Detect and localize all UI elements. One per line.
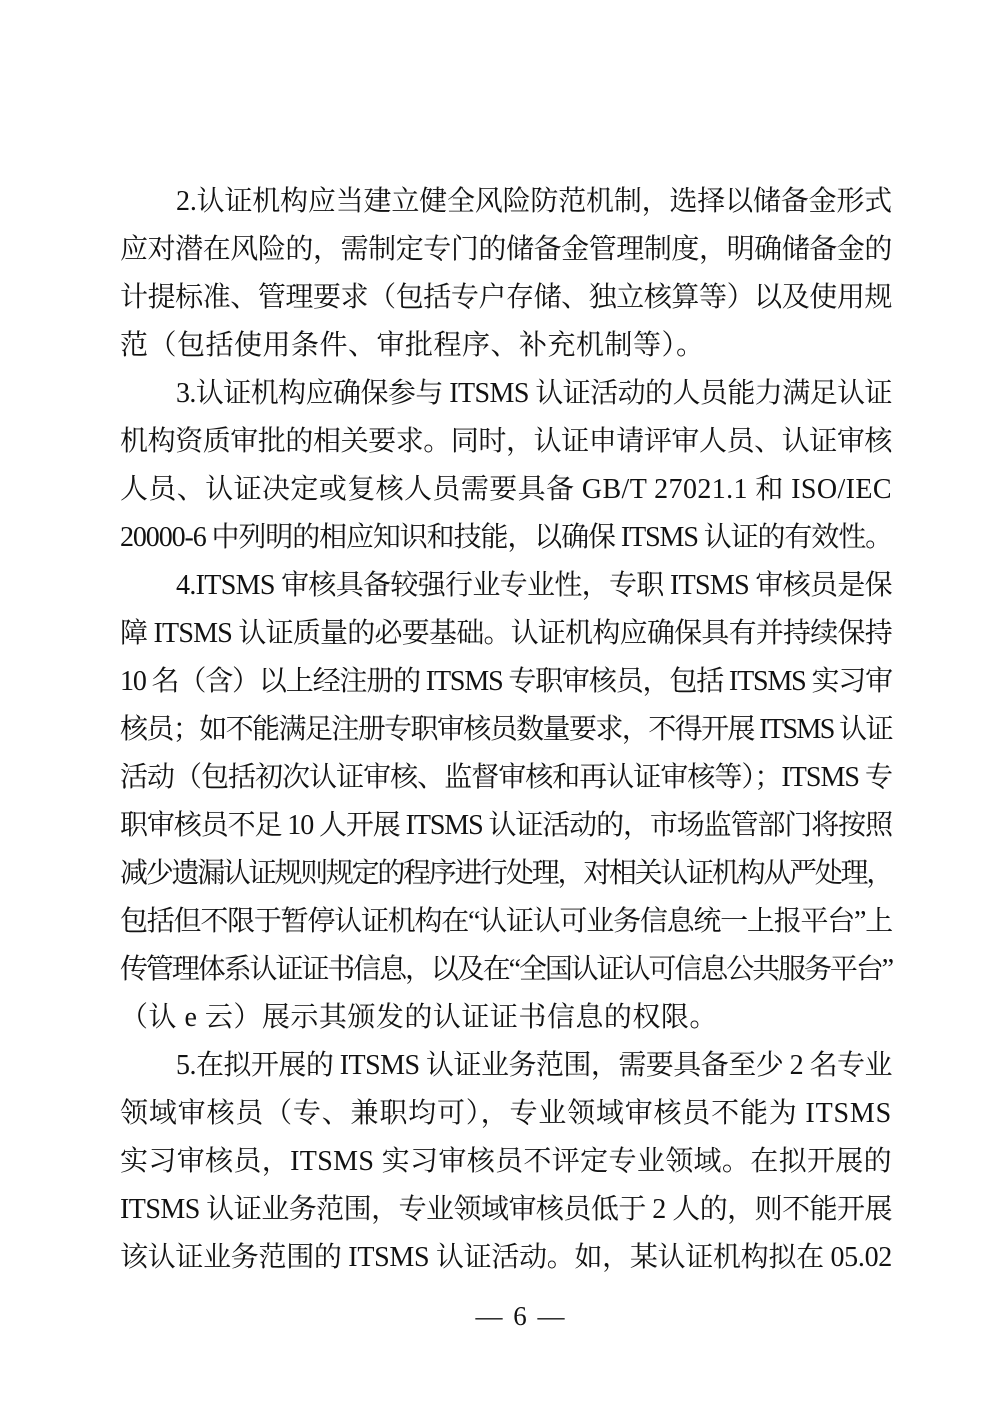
line-text: 领域审核员（专、兼职均可），专业领域审核员不能为 ITSMS bbox=[120, 1098, 892, 1129]
text-line bbox=[120, 370, 892, 418]
text-line bbox=[120, 1042, 892, 1090]
line-text: 活动（包括初次认证审核、监督审核和再认证审核等）；ITSMS 专 bbox=[120, 762, 892, 793]
line-text: 4.ITSMS 审核具备较强行业专业性，专职 ITSMS 审核员是保 bbox=[176, 570, 892, 601]
page-number: — 6 — bbox=[475, 1301, 567, 1331]
line-text: ITSMS 认证业务范围，专业领域审核员低于 2 人的，则不能开展 bbox=[120, 1194, 892, 1225]
line-text: 20000-6 中列明的相应知识和技能，以确保 ITSMS 认证的有效性。 bbox=[120, 522, 892, 553]
line-text: 该认证业务范围的 ITSMS 认证活动。如，某认证机构拟在 05.02 bbox=[120, 1242, 892, 1273]
line-text: 机构资质审批的相关要求。同时，认证申请评审人员、认证审核 bbox=[120, 426, 892, 457]
text-line bbox=[120, 706, 892, 754]
text-line bbox=[120, 754, 892, 802]
document-body-text bbox=[120, 178, 892, 1282]
text-line bbox=[120, 1090, 892, 1138]
text-line bbox=[120, 850, 892, 898]
line-text: 应对潜在风险的，需制定专门的储备金管理制度，明确储备金的 bbox=[120, 234, 892, 265]
line-text: 传管理体系认证证书信息，以及在“全国认证认可信息公共服务平台” bbox=[120, 954, 893, 985]
text-line bbox=[120, 466, 892, 514]
text-line bbox=[120, 898, 892, 946]
text-line bbox=[120, 274, 892, 322]
text-line bbox=[120, 226, 892, 274]
text-line bbox=[120, 562, 892, 610]
line-text: 10 名（含）以上经注册的 ITSMS 专职审核员，包括 ITSMS 实习审 bbox=[120, 666, 892, 697]
line-text: 范（包括使用条件、审批程序、补充机制等）。 bbox=[120, 330, 705, 361]
line-text: （认 e 云）展示其颁发的认证证书信息的权限。 bbox=[120, 1002, 718, 1033]
paragraph bbox=[120, 562, 892, 1042]
text-line bbox=[120, 1138, 892, 1186]
text-line bbox=[120, 418, 892, 466]
page-footer bbox=[0, 1296, 1000, 1336]
line-text: 2.认证机构应当建立健全风险防范机制，选择以储备金形式 bbox=[176, 186, 892, 217]
paragraph bbox=[120, 1042, 892, 1282]
text-line bbox=[120, 178, 892, 226]
line-text: 职审核员不足 10 人开展 ITSMS 认证活动的，市场监管部门将按照 bbox=[120, 810, 892, 841]
line-text: 包括但不限于暂停认证机构在“认证认可业务信息统一上报平台”上 bbox=[120, 906, 892, 937]
text-line bbox=[120, 1186, 892, 1234]
line-text: 核员；如不能满足注册专职审核员数量要求，不得开展 ITSMS 认证 bbox=[120, 714, 893, 745]
text-line bbox=[120, 610, 892, 658]
text-line bbox=[120, 322, 892, 370]
line-text: 障 ITSMS 认证质量的必要基础。认证机构应确保具有并持续保持 bbox=[120, 618, 892, 649]
line-text: 实习审核员，ITSMS 实习审核员不评定专业领域。在拟开展的 bbox=[120, 1146, 893, 1177]
paragraph bbox=[120, 370, 892, 562]
paragraph bbox=[120, 178, 892, 370]
line-text: 5.在拟开展的 ITSMS 认证业务范围，需要具备至少 2 名专业 bbox=[176, 1050, 892, 1081]
line-text: 减少遗漏认证规则规定的程序进行处理，对相关认证机构从严处理， bbox=[120, 858, 892, 889]
line-text: 3.认证机构应确保参与 ITSMS 认证活动的人员能力满足认证 bbox=[176, 378, 892, 409]
text-line bbox=[120, 514, 892, 562]
text-line bbox=[120, 994, 892, 1042]
line-text: 人员、认证决定或复核人员需要具备 GB/T 27021.1 和 ISO/IEC bbox=[120, 474, 892, 505]
text-line bbox=[120, 658, 892, 706]
text-line bbox=[120, 946, 892, 994]
line-text: 计提标准、管理要求（包括专户存储、独立核算等）以及使用规 bbox=[120, 282, 892, 313]
text-line bbox=[120, 802, 892, 850]
text-line bbox=[120, 1234, 892, 1282]
